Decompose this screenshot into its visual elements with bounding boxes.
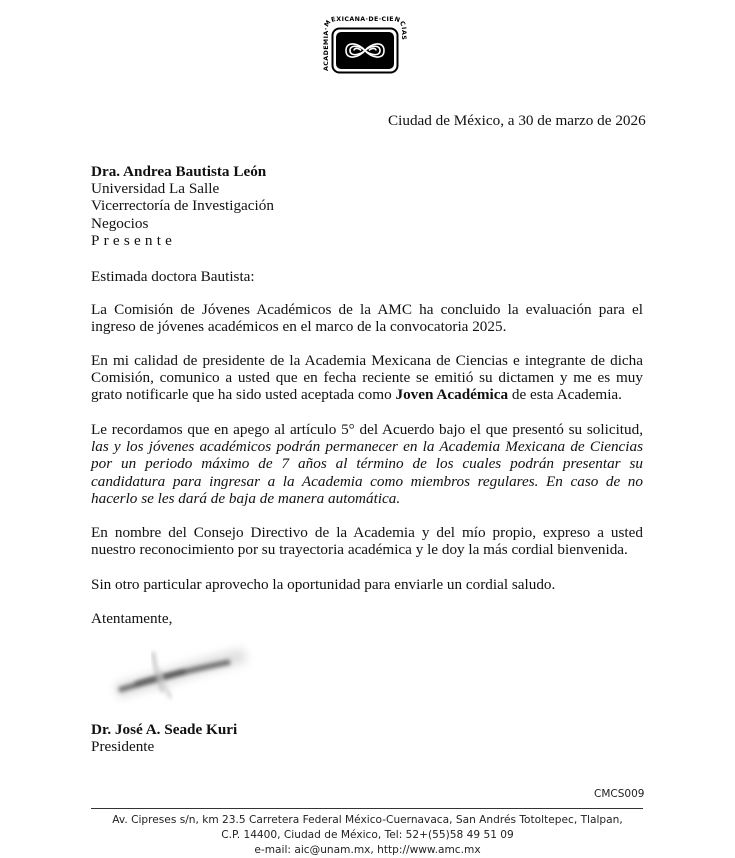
joven-academica-emphasis: Joven Académica — [395, 386, 509, 404]
footer-address-line-2: C.P. 14400, Ciudad de México, Tel: 52+(55)58 49 51 09 — [221, 829, 514, 841]
date-line: Ciudad de México, a 30 de marzo de 2026 — [388, 112, 646, 129]
paragraph-2-end: de esta Academia. — [508, 386, 622, 404]
recipient-institution: Universidad La Salle — [91, 180, 220, 198]
recipient-unit: Negocios — [91, 214, 149, 232]
signature-scribble-icon — [105, 640, 255, 710]
amc-logo — [318, 16, 412, 76]
body-paragraph-1: La Comisión de Jóvenes Académicos de la AMC ha concluido la evaluación para el ingreso de jóvenes académicos en el marco de la convocatoria 2025. — [91, 301, 643, 336]
signer-block — [91, 721, 237, 755]
recipient-name: Dra. Andrea Bautista León — [91, 163, 267, 180]
signature — [105, 640, 255, 710]
body-paragraph-2 — [91, 352, 643, 404]
closing: Atentamente, — [91, 610, 173, 627]
academia-mexicana-de-ciencias-logo-icon — [318, 16, 412, 76]
body-paragraph-3 — [91, 421, 643, 507]
paragraph-3-text: Le recordamos que en apego al artículo 5° del Acuerdo bajo el que presentó su solicitud, — [91, 421, 643, 438]
body-paragraph-4: En nombre del Consejo Directivo de la Academia y del mío propio, expreso a usted nuestro reconocimiento por su trayectoria académica y le doy la más cordial bienvenida. — [91, 524, 643, 559]
paragraph-2-text: En mi calidad de presidente de la Academia Mexicana de Ciencias e integrante de dicha Comisión, comunico a usted que en fecha reciente se emitió su dictamen y me es muy grato notificarle que ha sido usted aceptada como — [91, 352, 643, 404]
footer-address — [60, 813, 675, 858]
reference-code: CMCS009 — [594, 788, 645, 800]
recipient-block — [91, 163, 274, 249]
body-paragraph-5: Sin otro particular aprovecho la oportunidad para enviarle un cordial saludo. — [91, 576, 556, 593]
recipient-department: Vicerrectoría de Investigación — [91, 197, 274, 215]
signer-title: Presidente — [91, 738, 155, 756]
salutation: Estimada doctora Bautista: — [91, 268, 255, 285]
footer-divider — [91, 808, 643, 809]
footer-address-line-1: Av. Cipreses s/n, km 23.5 Carretera Federal México-Cuernavaca, San Andrés Totoltepec, Tlalpan, — [112, 814, 623, 826]
svg-text:ACADEMIA·MEXICANA·DE·CIENCIAS: ACADEMIA·MEXICANA·DE·CIENCIAS — [322, 16, 408, 71]
recipient-presente: Presente — [91, 231, 177, 249]
footer-contact-line: e-mail: aic@unam.mx, http://www.amc.mx — [254, 844, 481, 856]
signer-name: Dr. José A. Seade Kuri — [91, 721, 238, 738]
acuerdo-quote: las y los jóvenes académicos podrán permanecer en la Academia Mexicana de Ciencias por un periodo máximo de 7 años al término de los cuales podrán presentar su candidatura para ingresar a la Academia como miembros regulares. En caso de no hacerlo se les dará de baja de manera automática. — [91, 438, 643, 507]
